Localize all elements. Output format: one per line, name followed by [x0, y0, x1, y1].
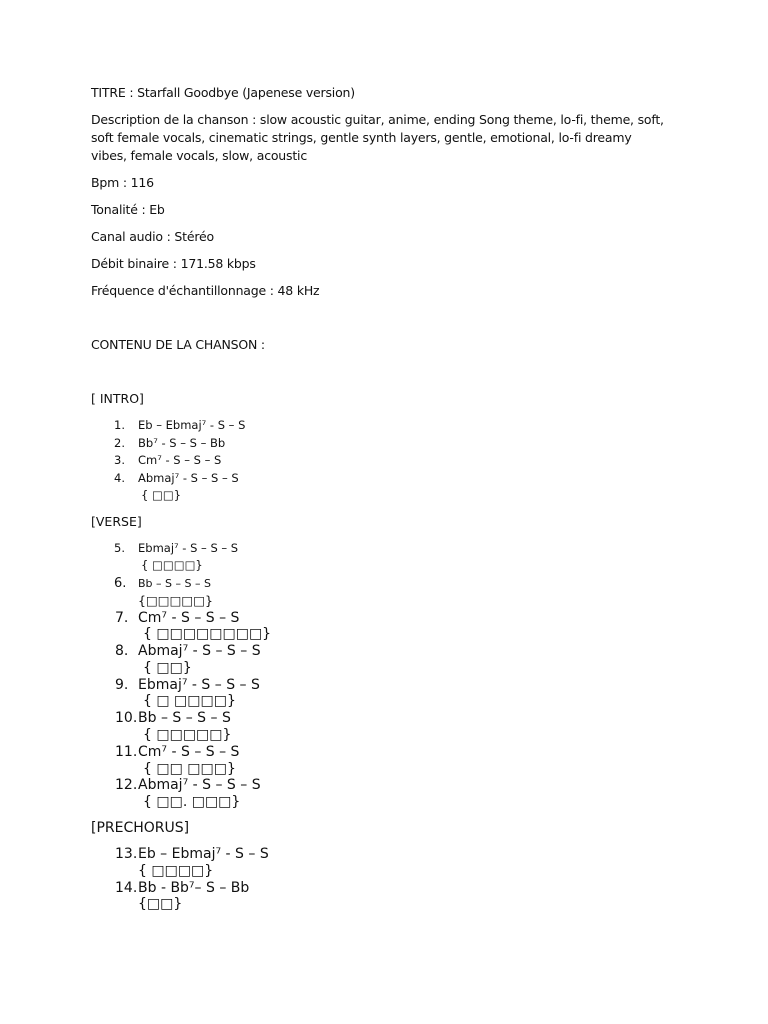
chord-line [91, 777, 671, 811]
lyric-text: { □□□□} [141, 558, 203, 572]
chord-progression: Bb - Bb⁷– S – Bb [138, 879, 250, 896]
line-number: 2. [114, 435, 125, 450]
line-number: 9. [115, 676, 129, 693]
lyric-text: { □□} [143, 659, 192, 676]
chord-progression: Abmaj⁷ - S – S – S [138, 777, 261, 794]
lyric-text: { □□□□} [138, 862, 214, 879]
chord-line [91, 643, 671, 677]
section-label-prechorus: [PRECHORUS] [91, 820, 190, 837]
line-number: 13. [115, 846, 138, 863]
chord-progression: Cm⁷ - S – S – S [138, 609, 240, 626]
chord-line [91, 744, 671, 778]
chord-progression: Cm⁷ - S – S – S [138, 453, 222, 467]
line-number: 3. [114, 453, 125, 467]
audio-channel: Canal audio : Stéréo [91, 229, 214, 244]
chord-line [91, 540, 671, 575]
bitrate: Débit binaire : 171.58 kbps [91, 256, 256, 271]
verse-chord-list-continued [91, 610, 671, 812]
chord-line [91, 417, 671, 435]
line-number: 1. [114, 418, 125, 432]
section-label-intro: [ INTRO] [91, 391, 144, 406]
line-number: 10. [115, 710, 138, 727]
chord-line [91, 710, 671, 744]
line-number: 4. [114, 470, 125, 485]
song-bpm: Bpm : 116 [91, 175, 154, 190]
line-number: 11. [115, 743, 138, 760]
chord-line [91, 677, 671, 711]
lyric-text: { □□□□□□□□} [143, 626, 272, 643]
lyric-text: { □ □□□□} [143, 693, 236, 710]
chord-line [91, 470, 671, 505]
chord-line [91, 846, 671, 880]
lyric-text: {□□□□□} [138, 593, 213, 608]
line-number: 14. [115, 879, 138, 896]
content-heading: CONTENU DE LA CHANSON : [91, 337, 265, 352]
song-title: TITRE : Starfall Goodbye (Japenese version) [91, 85, 355, 100]
sample-rate: Fréquence d'échantillonnage : 48 kHz [91, 283, 320, 298]
lyric-text: { □□. □□□} [143, 794, 241, 811]
chord-line [91, 880, 671, 914]
document-page [91, 84, 671, 921]
chord-progression: Bb – S – S – S [138, 710, 231, 727]
chord-line [91, 435, 671, 453]
chord-progression: Eb – Ebmaj⁷ - S – S [138, 418, 246, 432]
chord-progression: Ebmaj⁷ - S – S – S [138, 676, 260, 693]
chord-line [91, 610, 671, 644]
prechorus-chord-list [91, 846, 671, 913]
chord-line [91, 452, 671, 470]
chord-progression: Abmaj⁷ - S – S – S [138, 643, 261, 660]
song-description: Description de la chanson : slow acoustic guitar, anime, ending Song theme, lo-fi, theme, soft, soft female vocals, cinematic strings, gentle synth layers, gentle, emotional, lo-fi dreamy vibes, female vocals, slow, acoustic [91, 112, 664, 163]
section-label-verse: [VERSE] [91, 513, 142, 529]
lyric-text: {□□} [138, 896, 183, 913]
chord-progression: Bb⁷ - S – S – Bb [138, 435, 226, 450]
line-number: 12. [115, 777, 138, 794]
line-number: 7. [115, 609, 129, 626]
chord-line [91, 575, 671, 610]
chord-progression: Ebmaj⁷ - S – S – S [138, 540, 239, 555]
lyric-text: { □□ □□□} [143, 760, 236, 777]
line-number: 8. [115, 643, 129, 660]
verse-chord-list [91, 540, 671, 610]
chord-progression: Bb – S – S – S [138, 576, 211, 590]
song-key: Tonalité : Eb [91, 202, 165, 217]
line-number: 5. [114, 540, 125, 555]
intro-chord-list [91, 417, 671, 505]
lyric-text: { □□} [141, 488, 182, 502]
lyric-text: { □□□□□} [143, 727, 232, 744]
line-number: 6. [114, 575, 127, 591]
chord-progression: Eb – Ebmaj⁷ - S – S [138, 846, 269, 863]
chord-progression: Abmaj⁷ - S – S – S [138, 470, 239, 485]
chord-progression: Cm⁷ - S – S – S [138, 743, 240, 760]
